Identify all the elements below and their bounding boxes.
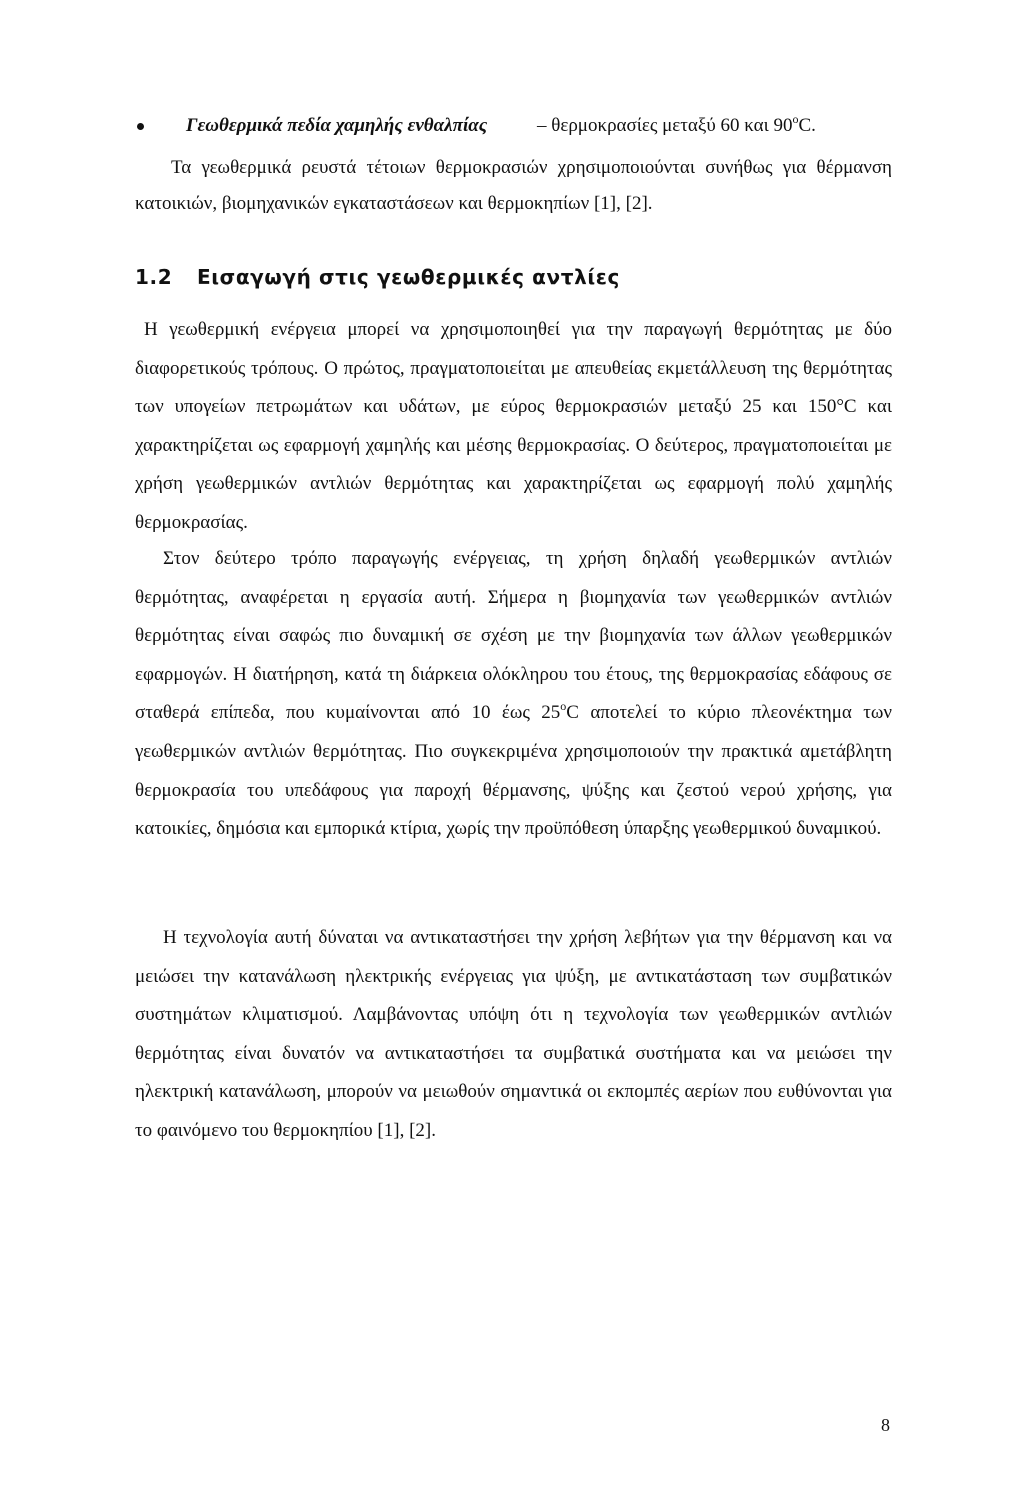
bullet-paragraph: Τα γεωθερμικά ρευστά τέτοιων θερμοκρασιών χρησιμοποιούνται συνήθως για θέρμανση κατοικιών, βιομηχανικών εγκαταστάσεων και θερμοκηπίων [1], [2]. xyxy=(135,157,892,214)
bullet-dot-icon xyxy=(137,123,144,130)
paragraph-technology: Η τεχνολογία αυτή δύναται να αντικαταστήσει την χρήση λεβήτων για την θέρμανση και να μειώσει την κατανάλωση ηλεκτρικής ενέργειας για ψύξη, με αντικατάσταση των συμβατικών συστημάτων κλιματισμού. Λαμβάνοντας υπόψη ότι η τεχνολογία των γεωθερμικών αντλιών θερμότητας είναι δυνατόν να αντικαταστήσει τα συμβατικά συστήματα και να μειώσει την ηλεκτρική κατανάλωση, μπορούν να μειωθούν σημαντικά οι εκπομπές αερίων που ευθύνονται για το φαινόμενο του θερμοκηπίου [1], [2]. xyxy=(135,927,892,1141)
page-number: 8 xyxy=(881,1415,890,1435)
bullet-temperature-range: – θερμοκρασίες μεταξύ 60 και 90$^o$C. xyxy=(537,112,816,136)
bullet-term: Γεωθερμικά πεδία χαμηλής ενθαλπίας xyxy=(186,115,488,136)
paragraph-heat-pumps: Στον δεύτερο τρόπο παραγωγής ενέργειας, τη χρήση δηλαδή γεωθερμικών αντλιών θερμότητας, αναφέρεται η εργασία αυτή. Σήμερα η βιομηχανία των γεωθερμικών αντλιών θερμότητας είναι σαφώς πιο δυναμική σε σχέση με την βιομηχανία των άλλων γεωθερμικών εφαρμογών. Η διατήρηση, κατά τη διάρκεια ολόκληρου του έτους, της θερμοκρασίας εδάφους σε σταθερά επίπεδα, που κυμαίνονται από 10 έως 25$^o$C αποτελεί το κύριο πλεονέκτημα των γεωθερμικών αντλιών θερμότητας. Πιο συγκεκριμένα χρησιμοποιούν την πρακτικά αμετάβλητη θερμοκρασία του υπεδάφους για παροχή θέρμανσης, ψύξης και ζεστού νερού χρήσης, για κατοικίες, δημόσια και εμπορικά κτίρια, χωρίς την προϋπόθεση ύπαρξης γεωθερμικού δυναμικού. xyxy=(135,548,893,840)
section-heading xyxy=(135,263,620,291)
section-number: 1.2 xyxy=(135,265,173,289)
section-title: Εισαγωγή στις γεωθερμικές αντλίες xyxy=(197,265,620,289)
paragraph-intro: Η γεωθερμική ενέργεια μπορεί να χρησιμοποιηθεί για την παραγωγή θερμότητας με δύο διαφορετικούς τρόπους. Ο πρώτος, πραγματοποιείται με απευθείας εκμετάλλευση της θερμότητας των υπογείων πετρωμάτων και υδάτων, με εύρος θερμοκρασιών μεταξύ 25 και 150°C και χαρακτηρίζεται ως εφαρμογή χαμηλής και μέσης θερμοκρασίας. Ο δεύτερος, πραγματοποιείται με χρήση γεωθερμικών αντλιών θερμότητας και χαρακτηρίζεται ως εφαρμογή πολύ χαμηλής θερμοκρασίας. xyxy=(135,319,892,533)
